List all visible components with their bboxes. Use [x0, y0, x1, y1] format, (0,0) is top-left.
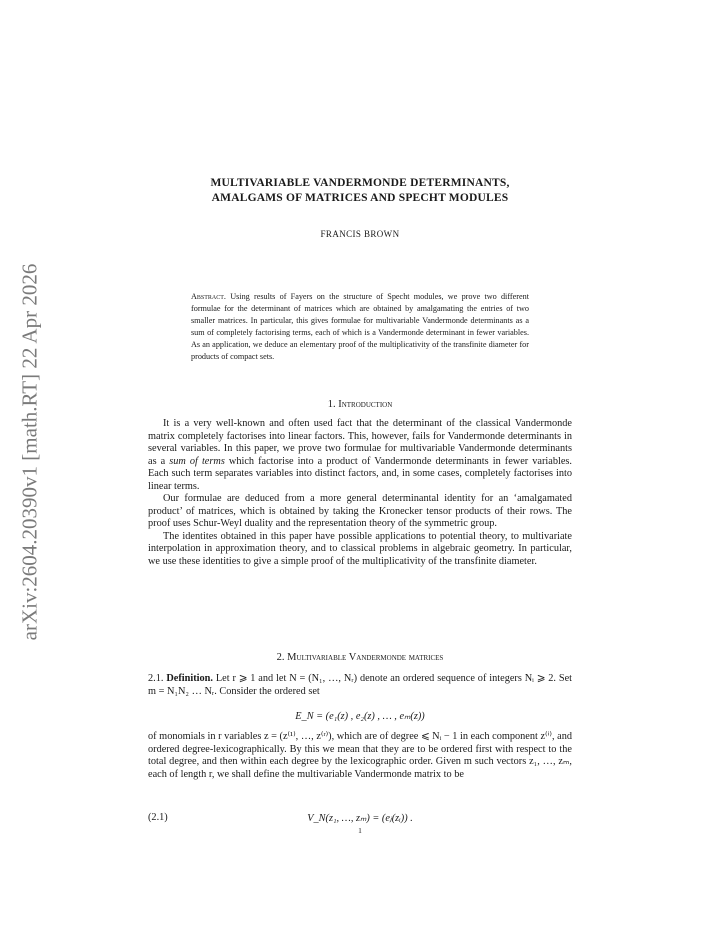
title-line-2: AMALGAMS OF MATRICES AND SPECHT MODULES	[211, 192, 509, 204]
section-2-heading: 2. Multivariable Vandermonde matrices	[276, 652, 444, 663]
abstract-text: Using results of Fayers on the structure of Specht modules, we prove two different formulae for the determinant of matrices which are obtained by amalgamating the entries of two smaller matrices. In particular, this gives formulae for multivariable Vandermonde determinants as a sum of completely factorising terms, each of which is a Vandermonde determinant in fewer variables. As an application, we deduce an elementary proof of the multiplicativity of the transfinite diameter for products of compact sets.	[191, 292, 529, 361]
monomials-paragraph: of monomials in r variables z = (z⁽¹⁾, …, z⁽ʳ⁾), which are of degree ⩽ Nᵢ − 1 in each component z⁽ⁱ⁾, and ordered degree-lexicographically. By this we mean that they are to be ordered first with respect to the total degree, and then within each degree by the lexicographic order. Given m such vectors z₁, …, zₘ, each of length r, we shall define the multivariable Vandermonde matrix to be	[148, 731, 572, 780]
monomials-paragraph-block	[148, 731, 572, 781]
abstract	[191, 291, 529, 363]
page-number: 1	[358, 826, 362, 835]
intro-paragraph-2: Our formulae are deduced from a more general determinantal identity for an ‘amalgamated product’ of matrices, which is obtained by taking the Kronecker tensor products of their rows. The proof uses Schur-Weyl duality and the representation theory of the symmetric group.	[148, 493, 572, 529]
definition-text: Let r ⩾ 1 and let N = (N₁, …, Nᵣ) denote an ordered sequence of integers Nᵢ ⩾ 2. Set m = N₁N₂ … Nᵣ. Consider the ordered set	[148, 673, 572, 697]
intro-p1-text-a: It is a very well-known and often used fact that the determinant of the classical Vandermonde matrix completely factorises into linear factors. This, however, fails for Vandermonde determinants in several variables. In this paper, we prove two formulae for multivariable Vandermonde determinants as a	[148, 418, 572, 467]
arxiv-identifier: arXiv:2604.20390v1 [math.RT] 22 Apr 2026	[17, 263, 42, 641]
section-1-heading: 1. Introduction	[327, 399, 393, 410]
title-line-1: MULTIVARIABLE VANDERMONDE DETERMINANTS,	[210, 177, 510, 189]
definition-2-1	[148, 673, 572, 698]
author-name: FRANCIS BROWN	[320, 229, 400, 239]
intro-paragraph-3: The identites obtained in this paper have possible applications to potential theory, to multivariate interpolation in approximation theory, and to classical problems in algebraic geometry. In particular, we use these identities to give a simple proof of the multiplicativity of the transfinite diameter.	[148, 530, 572, 567]
intro-p1-emphasis: sum of terms	[169, 455, 225, 467]
definition-paragraph	[148, 673, 572, 698]
intro-p1-text-b: which factorise into a product of Vandermonde determinants in fewer variables. Each such term separates variables into distinct factors, and, in some cases, completely factorises into linear terms.	[148, 455, 572, 492]
equation-vandermonde: V_N(z₁, …, zₘ) = (eⱼ(zᵢ)) .	[307, 813, 413, 824]
equation-E-N: E_N = (e₁(z) , e₂(z) , … , eₘ(z))	[295, 711, 425, 722]
intro-paragraph-1	[148, 418, 572, 493]
section-1-body	[148, 418, 572, 568]
paper-title	[148, 176, 572, 206]
arxiv-sidebar	[10, 245, 50, 660]
equation-label-2-1: (2.1)	[148, 812, 168, 823]
definition-number: 2.1.	[148, 673, 164, 684]
definition-label: Definition.	[166, 673, 213, 684]
abstract-label: Abstract.	[191, 292, 226, 301]
